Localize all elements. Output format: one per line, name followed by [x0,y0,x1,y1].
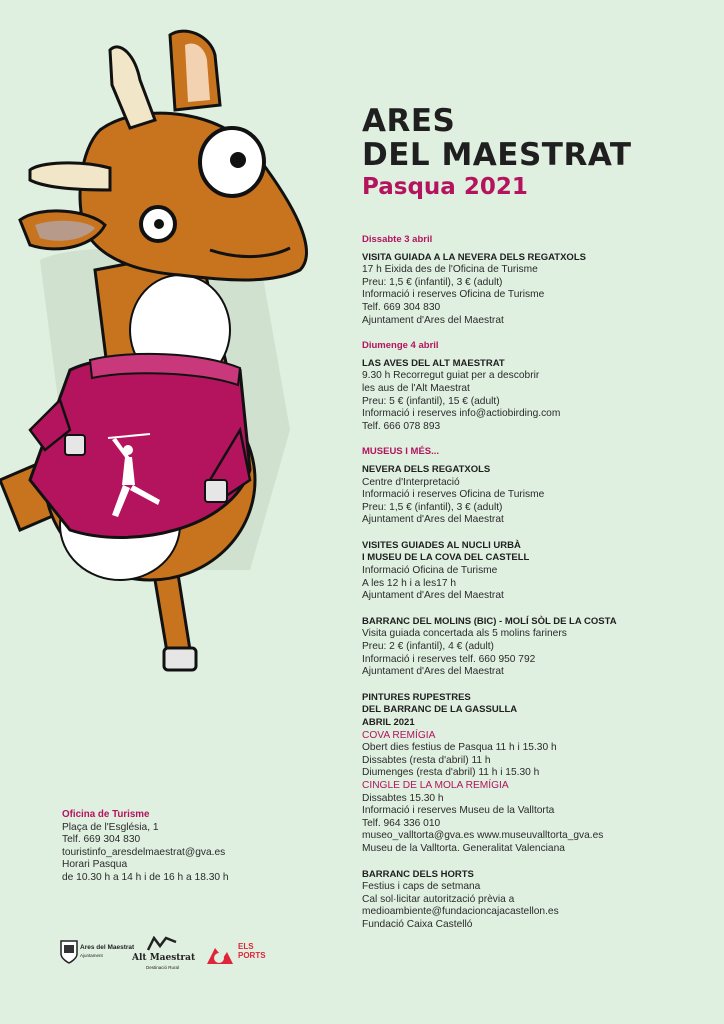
event-line: Centre d'Interpretació [362,476,460,488]
event-line: Informació i reserves Oficina de Turisme [362,489,545,501]
section-heading: Dissabte 3 abril [362,234,433,245]
alt-maestrat-logo-subtext: Destinació Rural [146,965,180,970]
title-line-1: ARES [362,103,456,139]
event-line: A les 12 h i a les17 h [362,577,457,589]
section-heading: MUSEUS I MÉS... [362,446,440,458]
event-subtitle: COVA REMÍGIA [362,729,436,741]
event-line: Preu: 2 € (infantil), 4 € (adult) [362,641,494,653]
event-line: Preu: 5 € (infantil), 15 € (adult) [362,395,500,407]
event-line: Telf. 669 304 830 [362,301,441,313]
office-line: de 10.30 h a 14 h i de 16 h a 18.30 h [62,871,229,883]
event-line: Informació i reserves Oficina de Turisme [362,289,545,301]
tourist-office-info [62,809,229,885]
event-line: Festius i caps de setmana [362,881,481,893]
event-title: I MUSEU DE LA COVA DEL CASTELL [362,552,530,564]
event-title: ABRIL 2021 [362,717,415,728]
event-line: Ajuntament d'Ares del Maestrat [362,514,504,526]
section-heading: Diumenge 4 abril [362,340,439,352]
event-title: NEVERA DELS REGATXOLS [362,463,491,475]
event-title: BARRANC DELS HORTS [362,868,474,880]
page-title [362,104,632,172]
event-line: Informació i reserves Museu de la Valltorta [362,805,555,817]
event-block [362,692,712,856]
office-line: Plaça de l'Església, 1 [62,821,159,833]
title-line-2: DEL MAESTRAT [362,137,632,173]
event-line: Preu: 1,5 € (infantil), 3 € (adult) [362,276,503,288]
office-line: Telf. 669 304 830 [62,834,141,846]
event-block [362,252,712,328]
event-block [362,540,712,603]
event-block [362,869,712,932]
events-list [362,234,712,945]
event-title: PINTURES RUPESTRES [362,691,471,703]
event-line: Fundació Caixa Castelló [362,918,473,930]
event-line: Ajuntament d'Ares del Maestrat [362,314,504,326]
ajuntament-logo-subtext: Ajuntament [80,953,103,958]
event-line: Diumenges (resta d'abril) 11 h i 15.30 h [362,767,540,779]
els-ports-logo-text-1: ELS [238,942,254,951]
event-title: DEL BARRANC DE LA GASSULLA [362,704,518,716]
event-line: Dissabtes (resta d'abril) 11 h [362,754,491,766]
sponsor-logos [60,936,290,970]
event-line: Ajuntament d'Ares del Maestrat [362,590,504,602]
office-line: touristinfo_aresdelmaestrat@gva.es [62,846,226,858]
goat-mascot-illustration [0,10,330,680]
event-line: Informació i reserves telf. 660 950 792 [362,653,536,665]
event-line: Obert dies festius de Pasqua 11 h i 15.30 h [362,742,557,754]
event-title: LAS AVES DEL ALT MAESTRAT [362,357,505,369]
ajuntament-logo-text: Ares del Maestrat [80,944,135,951]
event-line: Museu de la Valltorta. Generalitat Valenciana [362,842,565,854]
event-line: Telf. 666 078 893 [362,420,441,432]
event-block [362,358,712,434]
event-line: Telf. 964 336 010 [362,817,441,829]
event-block [362,464,712,527]
event-line: Cal sol·licitar autorització prèvia a [362,893,515,905]
event-line: Preu: 1,5 € (infantil), 3 € (adult) [362,501,503,513]
event-line: medioambiente@fundacioncajacastellon.es [362,906,559,918]
event-line: 17 h Eixida des de l'Oficina de Turisme [362,264,538,276]
event-line: les aus de l'Alt Maestrat [362,382,470,394]
event-subtitle: CINGLE DE LA MOLA REMÍGIA [362,779,509,791]
event-line: Dissabtes 15.30 h [362,792,444,804]
event-line: Visita guiada concertada als 5 molins fariners [362,628,567,640]
els-ports-logo-icon [205,944,235,966]
office-line: Horari Pasqua [62,859,128,871]
event-title: BARRANC DEL MOLINS (BIC) - MOLÍ SÒL DE LA COSTA [362,615,617,627]
event-block [362,616,712,679]
event-line: Informació i reserves info@actiobirding.com [362,408,561,420]
event-title: VISITA GUIADA A LA NEVERA DELS REGATXOLS [362,251,586,263]
event-title: VISITES GUIADES AL NUCLI URBÀ [362,539,521,551]
office-heading: Oficina de Turisme [62,809,150,820]
alt-maestrat-logo-text: Alt Maestrat [132,953,196,963]
alt-maestrat-logo-icon [146,936,178,952]
els-ports-logo-text-2: PORTS [238,951,266,960]
ajuntament-shield-icon [60,938,78,964]
event-line: Informació Oficina de Turisme [362,565,498,577]
event-line: museo_valltorta@gva.es www.museuvalltorta_gva.es [362,830,604,842]
event-line: 9.30 h Recorregut guiat per a descobrir [362,370,540,382]
event-line: Ajuntament d'Ares del Maestrat [362,666,504,678]
page-subtitle: Pasqua 2021 [362,174,528,200]
